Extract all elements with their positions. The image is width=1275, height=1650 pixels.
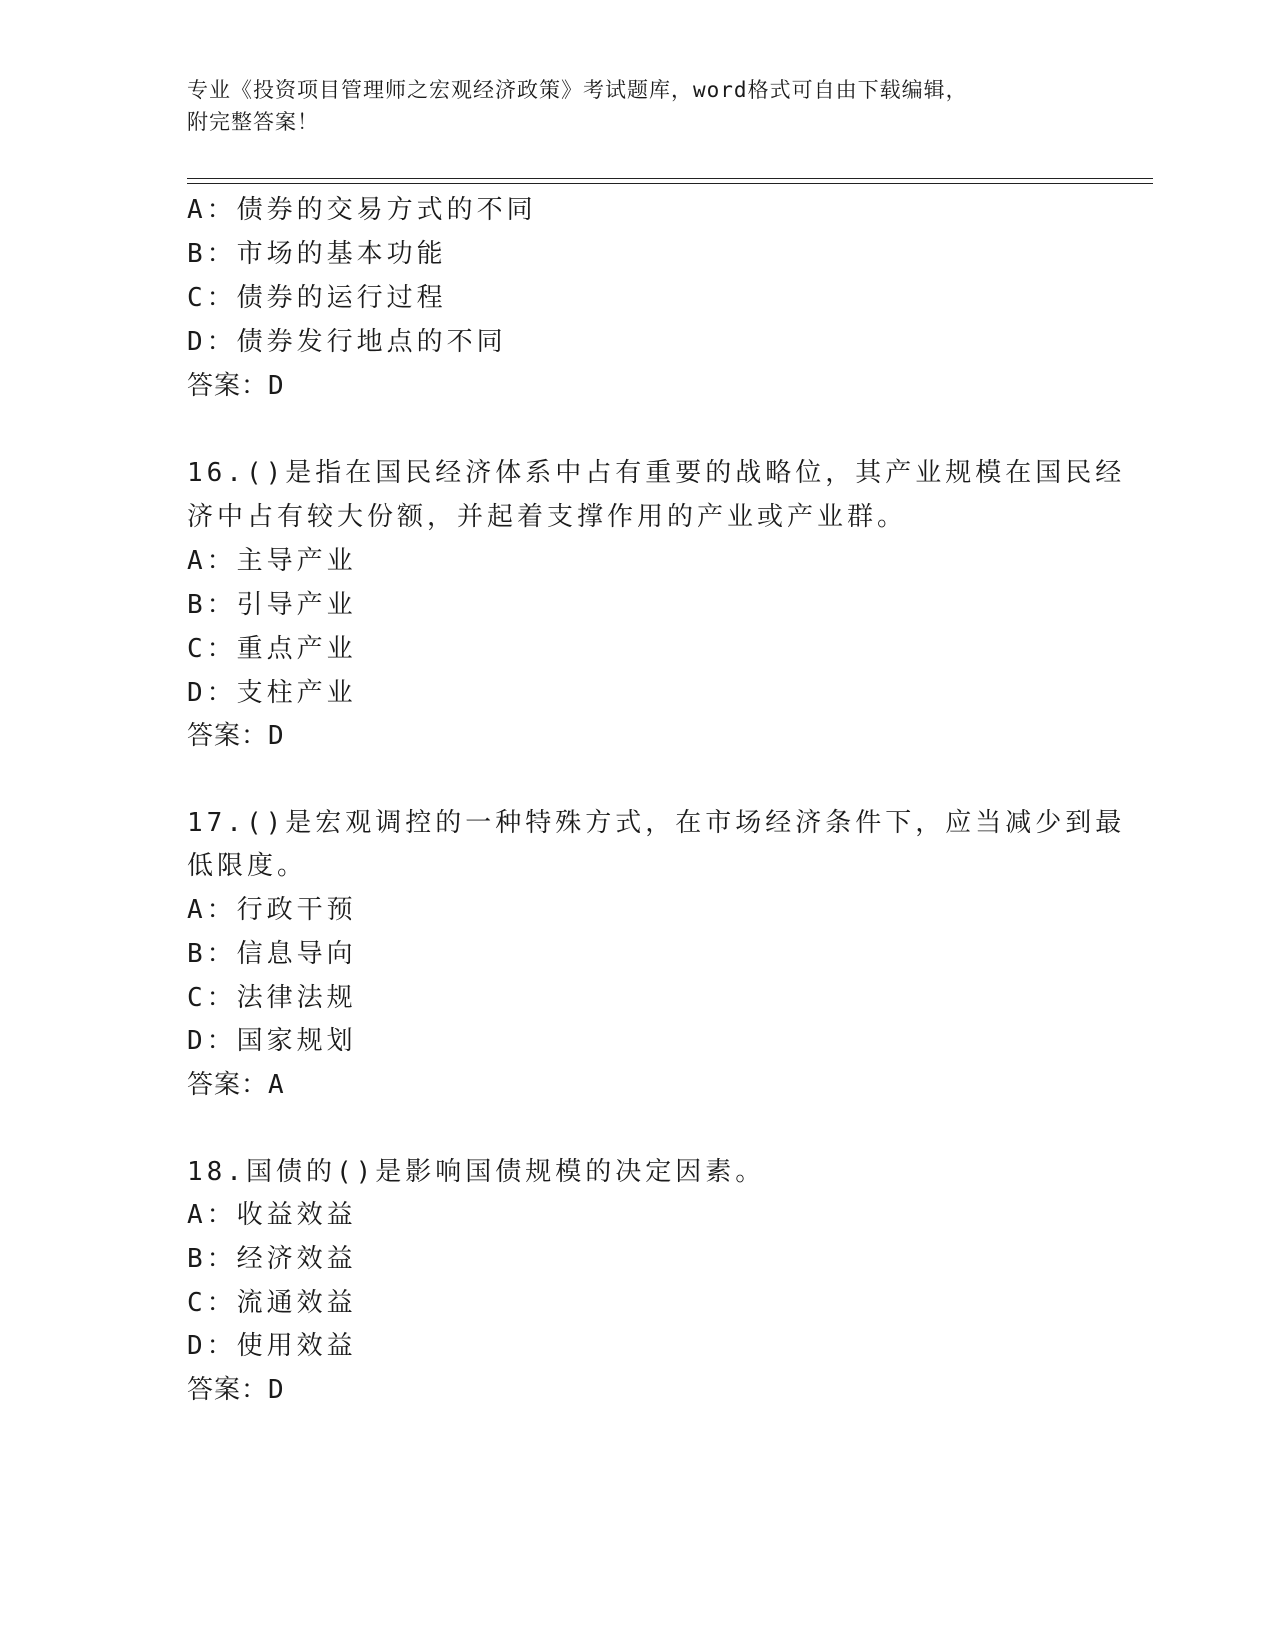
answer-label: 答案：A	[187, 1070, 285, 1100]
option-d: D：使用效益	[187, 1331, 357, 1361]
question-stem: 17.()是宏观调控的一种特殊方式，在市场经济条件下，应当减少到最	[187, 808, 1126, 838]
header-divider-top	[187, 178, 1153, 179]
option-a: A：主导产业	[187, 546, 357, 576]
answer-label: 答案：D	[187, 371, 285, 401]
question-stem: 16.()是指在国民经济体系中占有重要的战略位，其产业规模在国民经	[187, 458, 1126, 488]
option-c: C：流通效益	[187, 1288, 357, 1318]
option-c: C：债券的运行过程	[187, 283, 447, 313]
option-b: B：经济效益	[187, 1244, 357, 1274]
answer-label: 答案：D	[187, 721, 285, 751]
option-c: C：重点产业	[187, 634, 357, 664]
option-c: C：法律法规	[187, 983, 357, 1013]
option-b: B：市场的基本功能	[187, 239, 447, 269]
question-stem: 18.国债的()是影响国债规模的决定因素。	[187, 1157, 766, 1187]
header-line-1: 专业《投资项目管理师之宏观经济政策》考试题库，word格式可自由下载编辑，	[187, 78, 968, 102]
option-d: D：债券发行地点的不同	[187, 327, 507, 357]
document-header	[187, 74, 1067, 138]
question-stem-continued: 济中占有较大份额，并起着支撑作用的产业或产业群。	[187, 502, 908, 532]
option-d: D：国家规划	[187, 1026, 357, 1056]
option-b: B：信息导向	[187, 939, 357, 969]
option-b: B：引导产业	[187, 590, 357, 620]
option-a: A：收益效益	[187, 1200, 357, 1230]
header-line-2: 附完整答案！	[187, 110, 319, 134]
answer-label: 答案：D	[187, 1375, 285, 1405]
option-a: A：行政干预	[187, 895, 357, 925]
option-d: D：支柱产业	[187, 678, 357, 708]
option-a: A：债券的交易方式的不同	[187, 195, 537, 225]
header-divider-bottom	[187, 183, 1153, 184]
question-stem-continued: 低限度。	[187, 851, 308, 881]
